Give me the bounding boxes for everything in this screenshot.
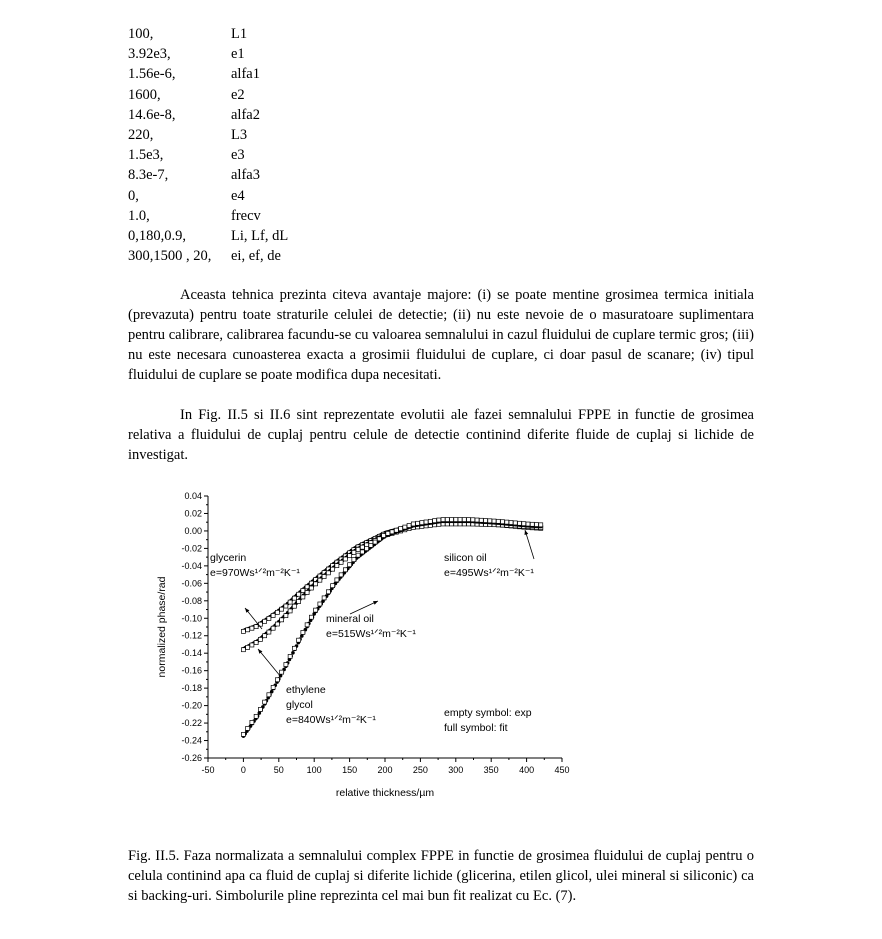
y-tick-label: -0.20 — [181, 700, 202, 711]
exp-point — [513, 521, 517, 525]
exp-point — [292, 604, 296, 608]
exp-point — [471, 518, 475, 522]
exp-point — [275, 678, 279, 682]
exp-point — [420, 521, 424, 525]
parameter-name: alfa3 — [231, 167, 260, 184]
exp-point — [365, 547, 369, 551]
exp-point — [518, 521, 522, 525]
figure-caption: Fig. II.5. Faza normalizata a semnalului complex FPPE in functie de grosimea fluidului de cuplaj pentru o celula continind apa ca fluid de cuplaj si diferite lichide (glicerina, etilen glicol, ulei mineral si siliconic) ca si backing-uri. Simbolurile pline reprezinta cel mai bun fit realizat cu Ec. (7). — [128, 848, 754, 904]
exp-point — [530, 522, 534, 526]
annotation-1-line-0: silicon oil — [444, 552, 487, 564]
exp-point — [428, 519, 432, 523]
exp-point — [275, 622, 279, 626]
y-tick-label: -0.10 — [181, 613, 202, 624]
y-tick-label: -0.12 — [181, 630, 202, 641]
x-tick-label: 400 — [519, 765, 535, 775]
legend-note-line-0: empty symbol: exp — [444, 707, 532, 719]
parameter-name: L1 — [231, 26, 248, 42]
parameter-name: e1 — [231, 46, 245, 63]
exp-point — [292, 596, 296, 600]
phase-chart — [150, 488, 580, 808]
exp-point — [271, 685, 275, 689]
exp-point — [403, 525, 407, 529]
legend-note-line-1: full symbol: fit — [444, 722, 508, 734]
exp-point — [505, 520, 509, 524]
annotation-arrow — [258, 649, 281, 677]
exp-point — [335, 564, 339, 568]
annotation-arrowhead — [525, 530, 529, 535]
exp-point — [301, 630, 305, 634]
y-tick-label: 0.00 — [184, 525, 202, 536]
exp-point — [399, 527, 403, 531]
exp-point — [348, 563, 352, 567]
paragraph-figures-intro: In Fig. II.5 si II.6 sint reprezentate evolutii ale fazei semnalului FPPE in functie de grosimea relativa a fluidului de cuplaj pentru celule de detectie continind diferite fluide de cuplaj si lichide de investigat. — [128, 407, 754, 463]
exp-point — [360, 545, 364, 549]
parameter-value: 8.3e-7, — [128, 167, 169, 184]
annotation-1-line-1: e=495Ws¹ᐟ²m⁻²K⁻¹ — [444, 567, 534, 579]
exp-point — [407, 524, 411, 528]
exp-point — [267, 616, 271, 620]
exp-point — [526, 522, 530, 526]
parameter-value: 220, — [128, 126, 154, 143]
exp-point — [331, 584, 335, 588]
y-tick-label: -0.24 — [181, 735, 202, 746]
exp-point — [437, 518, 441, 522]
exp-point — [488, 519, 492, 523]
annotation-3-line-2: e=840Ws¹ᐟ²m⁻²K⁻¹ — [286, 714, 376, 726]
x-axis-label: relative thickness/µm — [335, 787, 435, 799]
exp-point — [241, 648, 245, 652]
parameter-value: 1.5e3, — [128, 147, 164, 164]
exp-point — [343, 557, 347, 561]
annotation-0-line-0: glycerin — [210, 552, 247, 564]
exp-point — [501, 520, 505, 524]
exp-point — [292, 646, 296, 650]
exp-point — [467, 518, 471, 522]
exp-point — [271, 613, 275, 617]
y-tick-label: -0.14 — [181, 648, 202, 659]
exp-point — [263, 700, 267, 704]
y-tick-label: -0.04 — [181, 560, 202, 571]
x-tick-label: 50 — [273, 765, 284, 775]
fit-point — [291, 651, 295, 655]
exp-point — [475, 518, 479, 522]
exp-point — [284, 604, 288, 608]
exp-point — [246, 628, 250, 632]
exp-point — [284, 614, 288, 618]
exp-point — [335, 578, 339, 582]
exp-point — [263, 634, 267, 638]
y-tick-label: -0.16 — [181, 665, 202, 676]
annotation-0-line-1: e=970Ws¹ᐟ²m⁻²K⁻¹ — [210, 567, 300, 579]
exp-point — [509, 521, 513, 525]
exp-point — [462, 518, 466, 522]
y-tick-label: 0.02 — [184, 508, 202, 519]
exp-point — [309, 586, 313, 590]
annotation-3-line-1: glycol — [286, 699, 313, 711]
exp-point — [382, 534, 386, 538]
parameter-name: Li, Lf, dL — [231, 227, 289, 244]
exp-point — [535, 523, 539, 527]
exp-point — [246, 645, 250, 649]
parameter-name: frecv — [231, 207, 261, 224]
exp-point — [314, 608, 318, 612]
exp-point — [356, 553, 360, 557]
exp-point — [445, 518, 449, 522]
exp-point — [339, 560, 343, 564]
parameter-name: e2 — [231, 86, 245, 103]
exp-point — [271, 626, 275, 630]
exp-point — [263, 619, 267, 623]
exp-point — [360, 550, 364, 554]
exp-point — [297, 592, 301, 596]
parameter-value: 100, — [128, 26, 154, 42]
exp-point — [288, 654, 292, 658]
exp-point — [322, 575, 326, 579]
y-tick-label: -0.26 — [181, 753, 202, 763]
exp-point — [288, 609, 292, 613]
exp-point — [267, 630, 271, 634]
parameter-name: e4 — [231, 187, 245, 204]
parameter-name: ei, ef, de — [231, 248, 281, 265]
exp-point — [339, 573, 343, 577]
exp-point — [479, 518, 483, 522]
exp-point — [343, 568, 347, 572]
exp-point — [331, 567, 335, 571]
parameter-value: 1.0, — [128, 207, 150, 224]
x-tick-label: 450 — [554, 765, 570, 775]
x-tick-label: 350 — [483, 765, 499, 775]
exp-point — [314, 582, 318, 586]
y-tick-label: -0.18 — [181, 683, 202, 694]
y-tick-label: 0.04 — [184, 491, 202, 501]
x-tick-label: 100 — [306, 765, 322, 775]
exp-point — [492, 519, 496, 523]
parameter-value: 1.56e-6, — [128, 66, 176, 83]
exp-point — [280, 607, 284, 611]
parameter-value: 14.6e-8, — [128, 106, 176, 123]
exp-point — [441, 518, 445, 522]
exp-point — [454, 518, 458, 522]
exp-point — [424, 520, 428, 524]
x-tick-label: 0 — [240, 765, 246, 775]
exp-point — [348, 554, 352, 558]
parameter-name: alfa2 — [231, 106, 260, 123]
y-tick-label: -0.08 — [181, 595, 202, 606]
parameter-value: 0, — [128, 187, 139, 204]
exp-point — [522, 522, 526, 526]
exp-point — [258, 637, 262, 641]
exp-point — [394, 528, 398, 532]
exp-point — [484, 519, 488, 523]
exp-point — [288, 600, 292, 604]
x-tick-label: 300 — [448, 765, 464, 775]
exp-point — [450, 518, 454, 522]
exp-point — [241, 732, 245, 736]
parameter-name: alfa1 — [231, 66, 260, 83]
exp-point — [369, 543, 373, 547]
exp-point — [305, 623, 309, 627]
exp-point — [254, 641, 258, 645]
exp-point — [539, 523, 543, 527]
annotation-2-line-1: e=515Ws¹ᐟ²m⁻²K⁻¹ — [326, 628, 416, 640]
x-tick-label: 150 — [342, 765, 358, 775]
exp-point — [322, 596, 326, 600]
exp-point — [284, 663, 288, 667]
exp-point — [250, 643, 254, 647]
exp-point — [318, 578, 322, 582]
exp-point — [297, 638, 301, 642]
x-tick-label: 250 — [412, 765, 428, 775]
exp-point — [275, 610, 279, 614]
exp-point — [356, 547, 360, 551]
exp-point — [301, 588, 305, 592]
exp-point — [246, 726, 250, 730]
exp-point — [326, 590, 330, 594]
x-tick-label: 200 — [377, 765, 393, 775]
y-tick-label: -0.06 — [181, 578, 202, 589]
exp-point — [433, 519, 437, 523]
parameter-value: 300,1500 , 20, — [128, 248, 212, 265]
paragraph-advantages: Aceasta tehnica prezinta citeva avantaje majore: (i) se poate mentine grosimea termica initiala (prevazuta) pentru toate straturile celulei de detectie; (ii) nu este nevoie de o masuratoare suplimentara pentru calibrare, calibrarea facundu-se cu valoarea semnalului in cazul fluidului de cuplare termic gros; (iii) nu este necesara cunoasterea exacta a grosimii fluidului de cuplare, ci doar pasul de scanare; (iv) tipul fluidului de cuplare se poate modifica dupa necesitati. — [128, 287, 754, 383]
exp-point — [496, 519, 500, 523]
parameter-name: L3 — [231, 126, 248, 143]
exp-point — [301, 595, 305, 599]
y-axis-label: normalized phase/rad — [156, 576, 168, 678]
exp-point — [267, 693, 271, 697]
parameter-value: 1600, — [128, 86, 161, 103]
exp-point — [326, 571, 330, 575]
exp-point — [458, 518, 462, 522]
y-tick-label: -0.02 — [181, 543, 202, 554]
exp-point — [254, 714, 258, 718]
x-tick-label: -50 — [201, 765, 215, 775]
exp-point — [416, 521, 420, 525]
exp-point — [241, 629, 245, 633]
exp-point — [390, 530, 394, 534]
exp-point — [254, 625, 258, 629]
exp-point — [386, 531, 390, 535]
annotation-2-line-0: mineral oil — [326, 613, 374, 625]
exp-point — [250, 626, 254, 630]
annotation-3-line-0: ethylene — [286, 684, 326, 696]
exp-point — [305, 591, 309, 595]
exp-point — [377, 537, 381, 541]
exp-point — [318, 602, 322, 606]
fit-point — [300, 634, 304, 638]
exp-point — [280, 670, 284, 674]
exp-point — [373, 540, 377, 544]
exp-point — [309, 615, 313, 619]
exp-point — [250, 720, 254, 724]
exp-point — [258, 707, 262, 711]
exp-point — [280, 618, 284, 622]
parameter-value: 0,180,0.9, — [128, 227, 186, 244]
exp-point — [352, 558, 356, 562]
exp-point — [411, 522, 415, 526]
parameter-value: 3.92e3, — [128, 46, 171, 63]
y-tick-label: -0.22 — [181, 718, 202, 729]
parameter-name: e3 — [231, 147, 245, 164]
exp-point — [352, 550, 356, 554]
exp-point — [297, 599, 301, 603]
